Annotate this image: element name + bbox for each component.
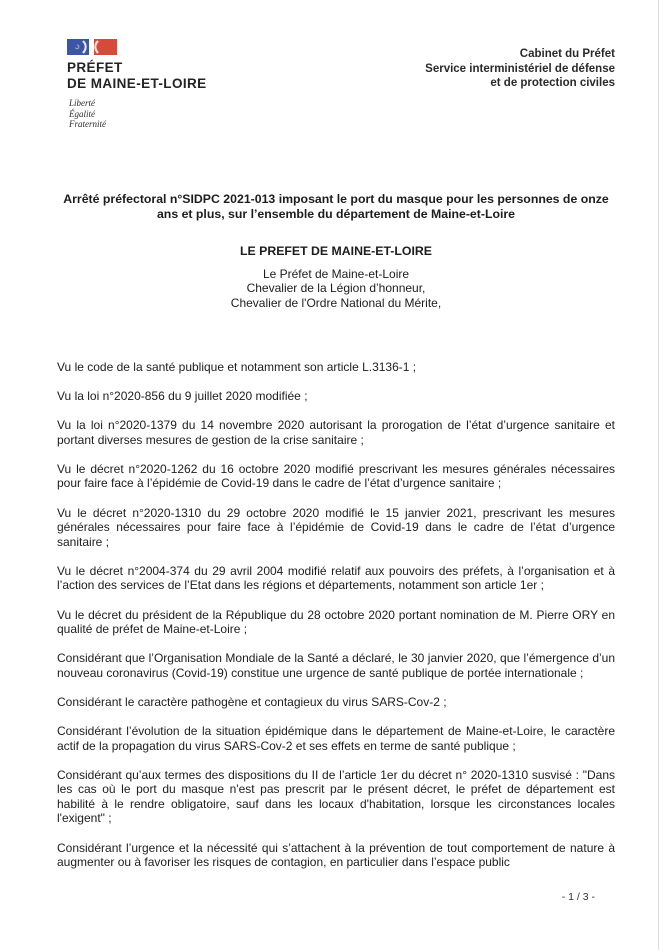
paragraph-vu-decret-nomination: Vu le décret du président de la République du 28 octobre 2020 portant nomination de M. Pierre ORY en qualité de préfet de Maine-et-Loire ; [57,607,615,637]
prefect-title-line1: Le Préfet de Maine-et-Loire [262,266,410,281]
government-logo-block [67,38,207,130]
motto-fraternite: Fraternité [69,119,106,129]
prefect-name-line1: PRÉFET [67,60,123,75]
paragraph-considerant-urgence: Considérant l’urgence et la nécessité qui s’attachent à la prévention de tout comportement de nature à augmenter ou à favoriser les risques de contagion, en particulier dans l’espace public [57,840,615,870]
republic-motto [69,98,207,130]
paragraph-considerant-pathogene: Considérant le caractère pathogène et contagieux du virus SARS-Cov-2 ; [57,694,447,709]
issuing-service-block [425,38,615,91]
page-header [57,38,615,130]
paragraph-considerant-oms: Considérant que l’Organisation Mondiale de la Santé a déclaré, le 30 janvier 2020, que l’émergence d’un nouveau coronavirus (Covid-19) constitue une urgence de santé publique de portée internationale ; [57,651,615,680]
service-line-cabinet: Cabinet du Préfet [519,48,615,60]
document-title: Arrêté préfectoral n°SIDPC 2021-013 imposant le port du masque pour les personnes de onze ans et plus, sur l’ensemble du département de Maine-et-Loire [63,191,609,221]
prefect-name-line2: DE MAINE-ET-LOIRE [67,76,207,91]
paragraph-vu-loi-2020-1379: Vu la loi n°2020-1379 du 14 novembre 2020 autorisant la prorogation de l’état d’urgence sanitaire et portant diverses mesures de gestion de la crise sanitaire ; [57,418,615,447]
paragraph-vu-decret-2020-1310: Vu le décret n°2020-1310 du 29 octobre 2020 modifié le 15 janvier 2021, prescrivant les mesures générales nécessaires pour faire face à l’épidémie de Covid-19 dans le cadre de l’état d’urgence sanitaire ; [57,505,615,549]
document-body [57,360,615,870]
paragraph-considerant-evolution: Considérant l’évolution de la situation épidémique dans le département de Maine-et-Loire, le caractère actif de la propagation du virus SARS-Cov-2 et ses effets en terme de santé publique ; [57,724,615,753]
prefect-titles [57,267,615,311]
paragraph-vu-code-sante: Vu le code de la santé publique et notamment son article L.3136-1 ; [57,360,417,374]
prefect-heading: LE PREFET DE MAINE-ET-LOIRE [240,243,432,258]
prefect-title-line2: Chevalier de la Légion d’honneur, [246,281,426,295]
motto-liberte: Liberté [69,98,95,108]
scan-artifact-line [658,0,659,950]
paragraph-vu-decret-2020-1262: Vu le décret n°2020-1262 du 16 octobre 2020 modifié prescrivant les mesures générales nécessaires pour faire face à l’épidémie de Covid-19 dans le cadre de l’état d’urgence sanitaire ; [57,461,615,491]
paragraph-vu-loi-2020-856: Vu la loi n°2020-856 du 9 juillet 2020 modifiée ; [57,389,308,404]
french-flag-icon [67,38,119,57]
paragraph-vu-decret-2004-374: Vu le décret n°2004-374 du 29 avril 2004 modifié relatif aux pouvoirs des préfets, à l’organisation et à l’action des services de l’Etat dans les régions et départements, notamment son article 1er ; [57,563,615,593]
page-number: - 1 / 3 - [561,891,595,903]
prefect-title-line3: Chevalier de l'Ordre National du Mérite, [230,295,442,310]
service-line-sidpc: Service interministériel de défense [425,62,615,75]
motto-egalite: Égalité [69,108,95,119]
service-line-protection: et de protection civiles [490,77,615,89]
paragraph-considerant-article-1er: Considérant qu’aux termes des dispositions du II de l’article 1er du décret n° 2020-1310 susvisé : "Dans les cas où le port du masque n'est pas prescrit par le présent décret, le préfet de département est habilité à le rendre obligatoire, sauf dans les locaux d'habitation, lorsque les circonstances locales l'exigent" ; [57,767,615,826]
